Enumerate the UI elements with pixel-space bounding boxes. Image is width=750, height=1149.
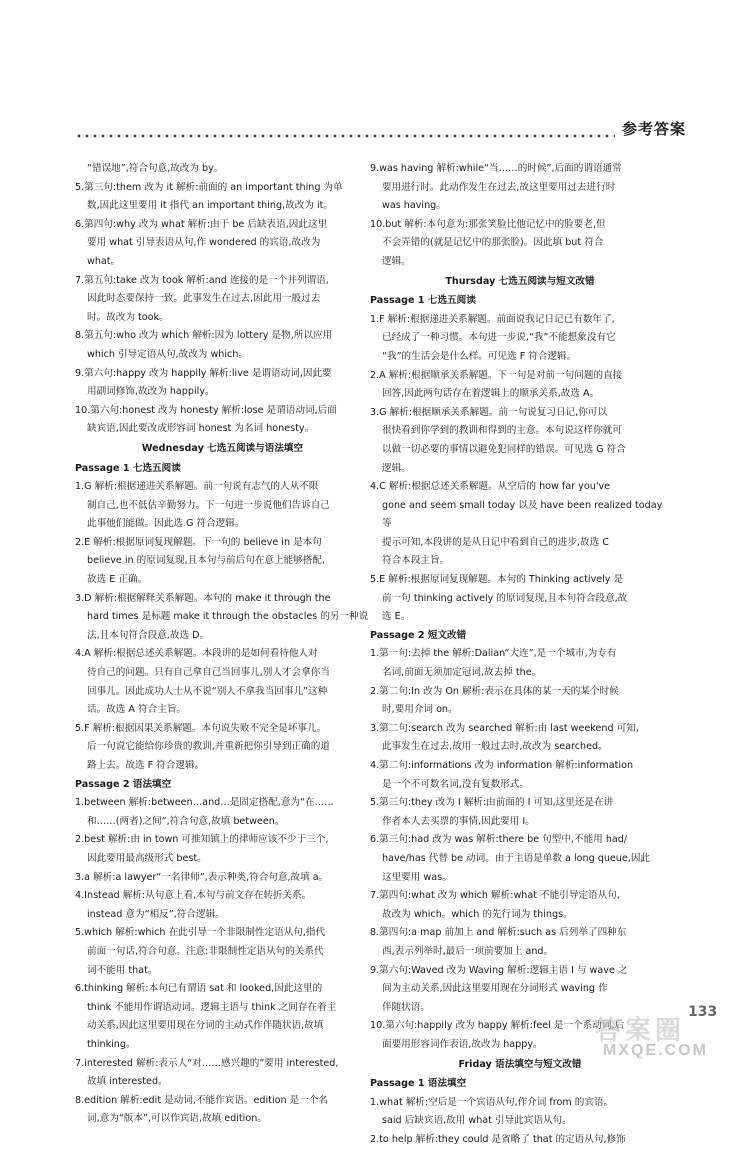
answer-line: 词不能用 that。 [87,964,158,976]
answer-line: 1.第一句:去掉 the 解析:Dalian“大连”,是一个城市,为专有 [370,648,617,660]
answer-line: said 后缺宾语,故用 what 引导此宾语从句。 [382,1115,572,1127]
answer-line: 因此时态要保持一致。此事发生在过去,因此用一般过去 [87,293,321,305]
answer-line: 7.interested 解析:表示人“对……感兴趣的”要用 interested, [75,1057,339,1069]
left-column [75,160,370,1129]
answer-line: 不会弄错的(就是记忆中的那张脸)。因此填 but 符合 [382,237,604,249]
answer-line: 伴随状语。 [382,1001,430,1013]
answer-line: 此事发生在过去,故用一般过去时,故改为 searched。 [382,741,608,753]
answer-line: 7.第四句:what 改为 which 解析:what 不能引导定语从句, [370,890,620,902]
right-answers-passage2 [370,645,670,1054]
answer-line: 5.which 解析:which 在此引导一个非限制性定语从句,指代 [75,927,326,939]
answer-line: 9.第六句:Waved 改为 Waving 解析:逻辑主语 I 与 wave 之 [370,964,628,976]
answer-line: hard times 是标题 make it through the obstacles 的另一种说 [87,611,369,623]
answer-line: 2.E 解析:根据原词复现解题。下一句的 believe in 是本句 [75,536,322,548]
answer-line: 5.E 解析:根据原词复现解题。本句的 Thinking actively 是 [370,574,624,586]
answer-line: think 不能用作谓语动词。逻辑主语与 think 之间存在着主 [87,1001,337,1013]
answer-line: 制自己,也不低估辛勤努力。下一句进一步说他们告诉自己 [87,499,330,511]
answer-line: 8.edition 解析:edit 是动词,不能作宾语。edition 是一个名 [75,1094,328,1106]
section-heading-friday: Friday 语法填空与短文改错 [458,1058,582,1070]
answer-line: 6.第三句:had 改为 was 解析:there be 句型中,不能用 had/ [370,834,628,846]
answer-line: “我”的生活会是什么样。可见选 F 符合逻辑。 [382,350,577,362]
left-answers-passage1 [75,478,370,776]
answer-line: 故选 E 正确。 [87,574,148,586]
page-number: 133 [688,1004,718,1020]
passage-heading: Passage 1 语法填空 [370,1078,467,1090]
answer-line: 词,意为“版本”,可以作宾语,故填 edition。 [87,1113,267,1125]
answer-line: 时。故改为 took。 [87,311,169,323]
answer-line: 西,表示列举时,最后一项前要加上 and。 [382,945,554,957]
answer-line: 这里要用 was。 [382,871,452,883]
answer-line: 1.what 解析:空后是一个宾语从句,作介词 from 的宾语。 [370,1096,614,1108]
answer-line: 9.was having 解析:while“当……的时候”,后面的谓语通常 [370,163,622,174]
answer-line: 逻辑。 [382,255,411,267]
passage-heading: Passage 2 短文改错 [370,629,467,641]
answer-line: 法,且本句符合段意,故选 D。 [87,629,210,641]
answer-line: 此事他们能做。因此选 G 符合逻辑。 [87,518,245,530]
answer-line: 很快看到你学到的教训和得到的主意。本句说这样你就可 [382,425,622,437]
answer-line: 缺宾语,因此要改成形容词 honest 为名词 honesty。 [87,423,315,435]
answer-line: 1.between 解析:between…and…是固定搭配,意为“在…… [75,797,334,809]
answer-line: 10.第六句:honest 改为 honesty 解析:lose 是谓语动词,后面 [75,404,337,416]
answer-line: 8.第四句:a map 前加上 and 解析:such as 后列举了四种东 [370,927,627,939]
answer-line: 2.to help 解析:they could 是省略了 that 的定语从句,修饰 [370,1133,626,1145]
answer-line: 用副词修饰,故改为 happily。 [87,386,215,398]
answer-line: 要用 what 引导表语从句,作 wondered 的宾语,故改为 [87,237,321,249]
answer-line: 前一句 thinking actively 的原词复现,且本句符合段意,故 [382,592,628,604]
right-column [370,160,670,1149]
answer-line: have/has 代替 be 动词。由于主语是单数 a long queue,因此 [382,852,651,864]
answer-line: 回答,因此两句话存在着逻辑上的顺承关系,故选 A。 [382,388,600,400]
left-answers-top [75,160,370,439]
answer-line: 3.a 解析:a lawyer“一名律师”,表示种类,符合句意,故填 a。 [75,871,329,883]
watermark-text: 答案圈 [595,1016,686,1046]
answer-line: 选 E。 [382,611,411,623]
answer-line: 7.第五句:take 改为 took 解析:and 连接的是一个并列谓语, [75,274,329,286]
answer-line: 是一个不可数名词,没有复数形式。 [382,778,529,790]
answer-line: instead 意为“相反”,符合逻辑。 [87,908,225,920]
answer-line: 后一句说它能给你珍贵的教训,并重新把你引导到正确的道 [87,741,330,753]
left-answers-passage2 [75,794,370,1129]
header-dotted-rule [75,132,615,140]
answer-line: 4.Instead 解析:从句意上看,本句与前文存在转折关系。 [75,890,312,902]
right-answers-top [370,160,670,272]
answer-line: 要用进行时。此动作发生在过去,故这里要用过去进行时 [382,181,616,193]
answer-line: 5.第三句:them 改为 it 解析:前面的 an important thing 为单 [75,181,343,193]
answer-line: 5.第三句:they 改为 I 解析:由前面的 I 可知,这里还是在讲 [370,797,614,809]
answer-line: 8.第五句:who 改为 which 解析:因为 lottery 是物,所以应用 [75,330,333,342]
answer-line: 故改为 which。which 的先行词为 things。 [382,908,573,920]
answer-line: 9.第六句:happy 改为 happily 解析:live 是谓语动词,因此要 [75,367,332,379]
watermark-logo [595,1010,750,1060]
answer-line: 1.F 解析:根据递进关系解题。前面说我记日记已有数年了, [370,313,615,325]
answer-line: 10.but 解析:本句意为:那张笑脸比他记忆中的脸要老,但 [370,218,606,230]
answer-line: 已经成了一种习惯。本句进一步说,“我”不能想象没有它 [382,332,616,344]
answer-line: 以做一切必要的事情以避免犯同样的错误。可见选 G 符合 [382,443,626,455]
answer-line: 面要用形容词作表语,故改为 happy。 [382,1038,543,1050]
answer-line: 4.A 解析:根据总述关系解题。本段讲的是如何看待他人对 [75,648,318,660]
section-heading-thursday: Thursday 七选五阅读与短文改错 [445,275,595,287]
answer-line: gone and seem small today 以及 have been realized today 等 [382,499,663,530]
passage-heading: Passage 1 七选五阅读 [75,462,181,474]
answer-line: 和……(两者)之间”,符合句意,故填 between。 [87,815,285,827]
answer-line: “错误地”,符合句意,故改为 by。 [87,163,224,174]
answer-line: 3.D 解析:根据解释关系解题。本句的 make it through the [75,592,331,604]
answer-line: 4.第二句:informations 改为 information 解析:information [370,760,634,771]
passage-heading: Passage 1 七选五阅读 [370,295,476,307]
answer-line: 数,因此这里要用 it 指代 an important thing,故改为 it。 [87,200,334,212]
answer-line: 待自己的问题。只有自己拿自己当回事儿,别人才会拿你当 [87,667,330,679]
answer-line: 6.thinking 解析:本句已有谓语 sat 和 looked,因此这里的 [75,983,323,995]
answer-line: 2.A 解析:根据顺承关系解题。下一句是对前一句问题的直接 [370,369,623,381]
answer-line: 间为主动关系,因此这里要用现在分词形式 waving 作 [382,983,608,995]
answer-line: 逻辑。 [382,462,411,474]
answer-line: what。 [87,255,121,267]
answer-line: 故填 interested。 [87,1076,168,1088]
answer-line: thinking。 [87,1038,136,1050]
right-answers-friday [370,1094,670,1149]
answer-line: 3.G 解析:根据顺承关系解题。前一句说复习日记,你可以 [370,406,607,418]
answer-line: 前面一句话,符合句意。注意:非限制性定语从句的关系代 [87,945,324,957]
answer-line: 时,要用介词 on。 [382,704,458,716]
answer-line: 3.第二句:search 改为 searched 解析:由 last weekend 可知, [370,722,639,734]
right-answers-passage1 [370,311,670,627]
watermark-url: MXQE.COM [603,1042,708,1059]
answer-line: which 引导定语从句,故改为 which。 [87,348,248,360]
answer-line: believe in 的原词复现,且本句与前后句在意上能够搭配, [87,555,326,567]
passage-heading: Passage 2 语法填空 [75,778,172,790]
answer-line: was having。 [382,200,446,212]
section-heading-wednesday: Wednesday 七选五阅读与语法填空 [141,442,304,454]
answer-line: 1.G 解析:根据递进关系解题。前一句说有志气的人从不限 [75,481,319,493]
answer-line: 10.第六句:happily 改为 happy 解析:feel 是一个系动词,后 [370,1020,625,1032]
answer-line: 提示可知,本段讲的是从日记中看到自己的进步,故选 C [382,536,609,548]
answer-line: 6.第四句:why 改为 what 解析:由于 be 后缺表语,因此这里 [75,218,328,230]
answer-line: 动关系,因此这里要用现在分词的主动式作伴随状语,故填 [87,1020,324,1032]
answer-line: 路上去。故选 F 符合逻辑。 [87,760,205,771]
answer-line: 2.第二句:In 改为 On 解析:表示在具体的某一天的某个时候 [370,685,619,697]
answer-line: 符合本段主旨。 [382,555,450,567]
page-header-title: 参考答案 [622,120,687,138]
answer-line: 名词,前面无须加定冠词,故去掉 the。 [382,667,542,679]
answer-line: 因此要用最高级形式 best。 [87,852,207,864]
answer-line: 回事儿。因此成功人士从不说“别人不拿我当回事儿”这种 [87,685,328,697]
answer-line: 5.F 解析:根据因果关系解题。本句说失败不完全是坏事儿。 [75,722,327,734]
answer-line: 2.best 解析:由 in town 可推知镇上的律师应该不少于三个, [75,834,329,846]
answer-line: 作者本人去买票的事情,因此要用 I。 [382,815,535,827]
answer-line: 话。故选 A 符合主旨。 [87,704,187,716]
answer-line: 4.C 解析:根据总述关系解题。从空后的 how far you've [370,481,611,493]
